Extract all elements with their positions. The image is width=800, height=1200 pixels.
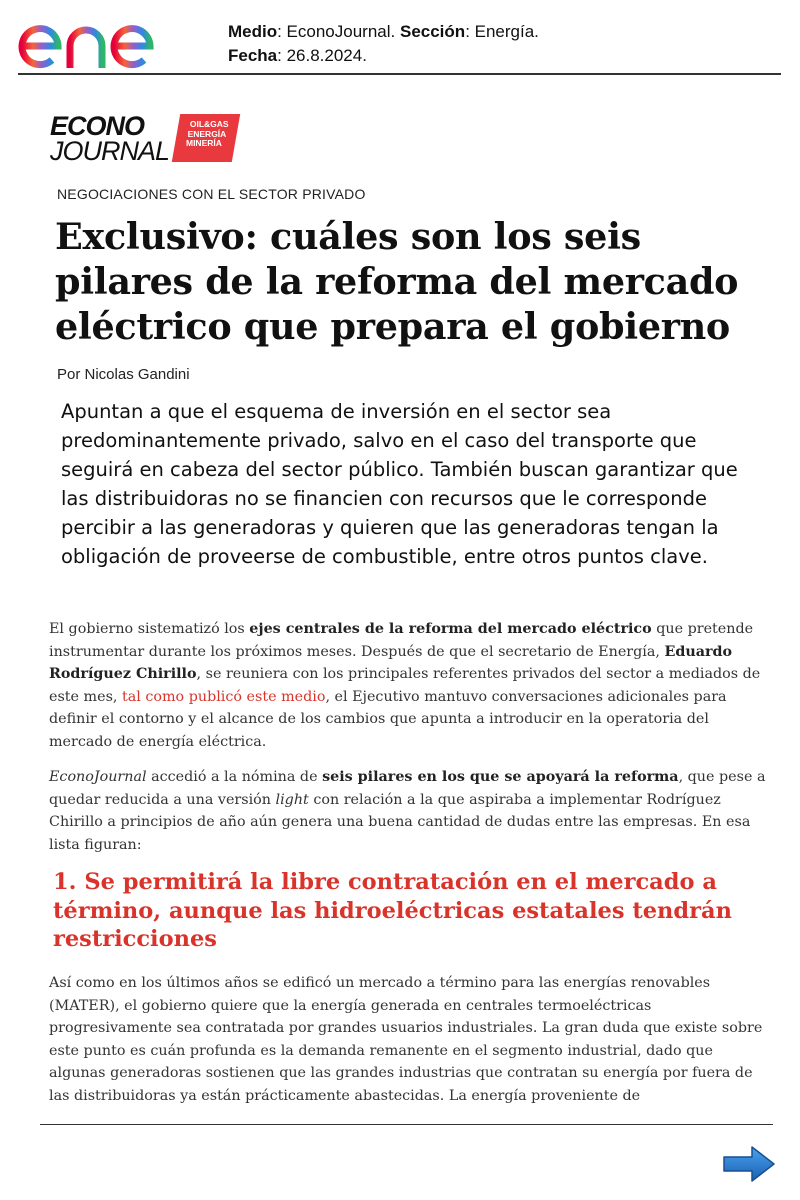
- p2-text-1: accedió a la nómina de: [146, 769, 323, 785]
- badge-line-oilgas: OIL&GAS: [189, 119, 229, 129]
- article-lead: Apuntan a que el esquema de inversión en el sector sea predominantemente privado, salvo en el caso del transporte que seguirá en cabeza del sector público. También buscan garantizar que las distribuidoras no se financien con recursos que le corresponde percibir a las generadoras y quieren que las generadoras tengan la obligación de proveerse de combustible, entre otros puntos clave.: [61, 400, 738, 568]
- arrow-right-icon[interactable]: [722, 1144, 776, 1184]
- econojournal-logo: [50, 112, 250, 164]
- logo-journal: JOURNAL: [50, 136, 170, 166]
- badge-line-mineria: MINERÍA: [185, 138, 222, 148]
- p2-italic-1: EconoJournal: [49, 769, 147, 785]
- document-header: [0, 0, 800, 76]
- enel-logo: [18, 6, 190, 72]
- header-divider: [18, 73, 781, 75]
- article-link[interactable]: tal como publicó este medio: [122, 688, 326, 705]
- p1-bold-2: Eduardo Rodríguez Chirillo: [49, 643, 733, 682]
- fecha-label: Fecha: [228, 46, 278, 65]
- medio-line: [228, 20, 539, 44]
- fecha-line: [228, 44, 539, 68]
- p1-text-2: que pretende instrumentar durante los próximos meses. Después de que el secretario de Energía,: [49, 621, 754, 660]
- body-paragraph-2: [49, 766, 773, 856]
- medio-value: : EconoJournal.: [277, 22, 396, 41]
- p1-text-1: El gobierno sistematizó los: [49, 621, 250, 637]
- body-paragraph-3: Así como en los últimos años se edificó un mercado a término para las energías renovables (MATER), el gobierno quiere que la energía generada en centrales termoeléctricas progresivamente sea contratada por grandes usuarios industriales. La gran duda que existe sobre este punto es cuán profunda es la demanda remanente en el segmento industrial, dado que algunas generadoras sostienen que las grandes industrias que contratan su energía por fuera de las distribuidoras ya están prácticamente abastecidas. La energía proveniente de: [49, 975, 763, 1104]
- logo-econo: ECONO: [50, 111, 145, 141]
- body-paragraph-1: [49, 618, 773, 753]
- article-headline: Exclusivo: cuáles son los seis pilares de la reforma del mercado eléctrico que prepara el gobierno: [55, 215, 739, 348]
- p2-text-3: con relación a la que aspiraba a implementar Rodríguez Chirillo a principios de año aún genera una buena cantidad de dudas entre las empresas. En esa lista figuran:: [49, 791, 751, 853]
- badge-line-energia: ENERGÍA: [187, 128, 227, 139]
- seccion-value: : Energía.: [465, 22, 539, 41]
- logo-badge: [172, 114, 240, 162]
- medio-label: Medio: [228, 22, 278, 41]
- article-byline: Por Nicolas Gandini: [57, 366, 190, 383]
- p2-italic-2: light: [275, 791, 309, 808]
- p2-bold-1: seis pilares en los que se apoyará la reforma: [322, 769, 679, 785]
- source-metadata: [228, 20, 539, 68]
- subheading-1: 1. Se permitirá la libre contratación en el mercado a término, aunque las hidroeléctricas estatales tendrán restricciones: [53, 869, 732, 952]
- p1-text-3: , se reuniera con los principales referentes privados del sector a mediados de este mes,: [49, 666, 761, 705]
- p2-text-2: , que pese a quedar reducida a una versión: [49, 769, 766, 808]
- section-kicker: NEGOCIACIONES CON EL SECTOR PRIVADO: [57, 186, 366, 202]
- footer-divider: [40, 1124, 773, 1125]
- p1-bold-1: ejes centrales de la reforma del mercado eléctrico: [249, 621, 652, 637]
- p1-text-4: , el Ejecutivo mantuvo conversaciones adicionales para definir el contorno y el alcance de los cambios que apunta a introducir en la operatoria del mercado de energía eléctrica.: [49, 688, 727, 750]
- seccion-label: Sección: [399, 22, 466, 41]
- fecha-value: : 26.8.2024.: [277, 46, 367, 65]
